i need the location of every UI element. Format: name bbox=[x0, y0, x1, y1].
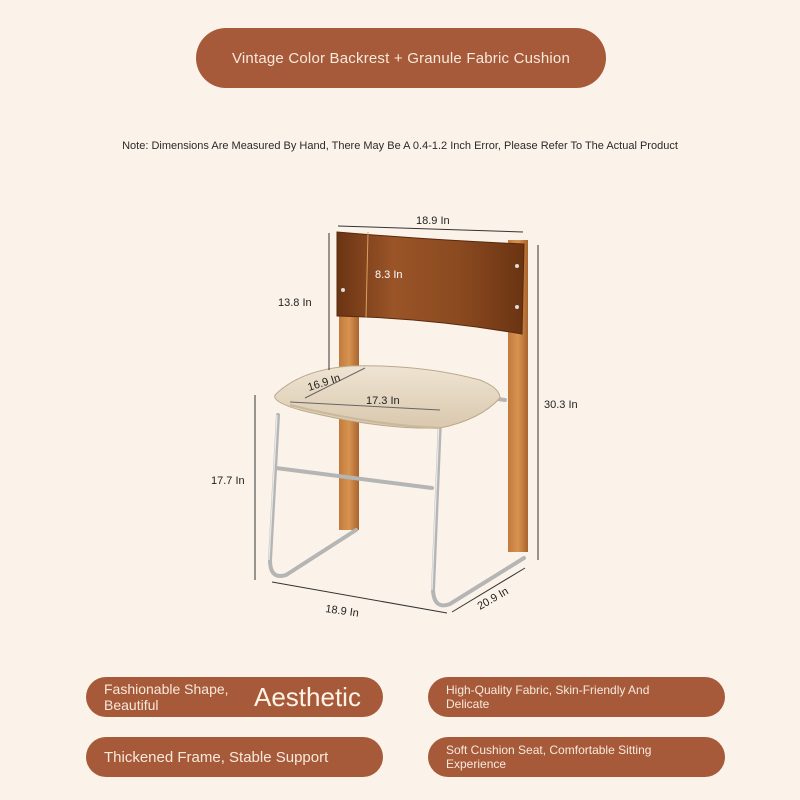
feature-text: Soft Cushion Seat, Comfortable Sitting Experience bbox=[446, 743, 652, 771]
backrest-screw bbox=[515, 264, 519, 268]
backrest-screw bbox=[515, 305, 519, 309]
dim-seat-width: 17.3 In bbox=[366, 395, 400, 407]
feature-text: Thickened Frame, Stable Support bbox=[104, 748, 329, 766]
chair-backrest bbox=[337, 232, 524, 334]
feature-small-text: Fashionable Shape, Beautiful bbox=[104, 681, 229, 713]
dim-base-depth: 20.9 In bbox=[475, 585, 511, 613]
dim-seat-depth: 16.9 In bbox=[306, 372, 342, 394]
feature-pill-aesthetic bbox=[86, 677, 383, 717]
feature-pill-frame bbox=[86, 737, 383, 777]
backrest-screw bbox=[341, 288, 345, 292]
title-text: Vintage Color Backrest + Granule Fabric Cushion bbox=[231, 49, 571, 67]
feature-big-text: Aesthetic bbox=[254, 681, 361, 712]
dim-back-width: 18.9 In bbox=[416, 215, 450, 227]
feature-pill-cushion bbox=[428, 737, 725, 777]
feature-pill-fabric bbox=[428, 677, 725, 717]
dim-total-height: 30.3 In bbox=[544, 399, 578, 411]
feature-text: High-Quality Fabric, Skin-Friendly And Delicate bbox=[446, 683, 650, 711]
dim-seat-height: 17.7 In bbox=[211, 475, 245, 487]
dim-backrest-height: 8.3 In bbox=[375, 269, 403, 281]
dim-back-side-height: 13.8 In bbox=[278, 297, 312, 309]
dim-base-width: 18.9 In bbox=[324, 603, 360, 620]
dimension-note: Note: Dimensions Are Measured By Hand, There May Be A 0.4-1.2 Inch Error, Please Refer To The Actual Product bbox=[122, 140, 678, 152]
